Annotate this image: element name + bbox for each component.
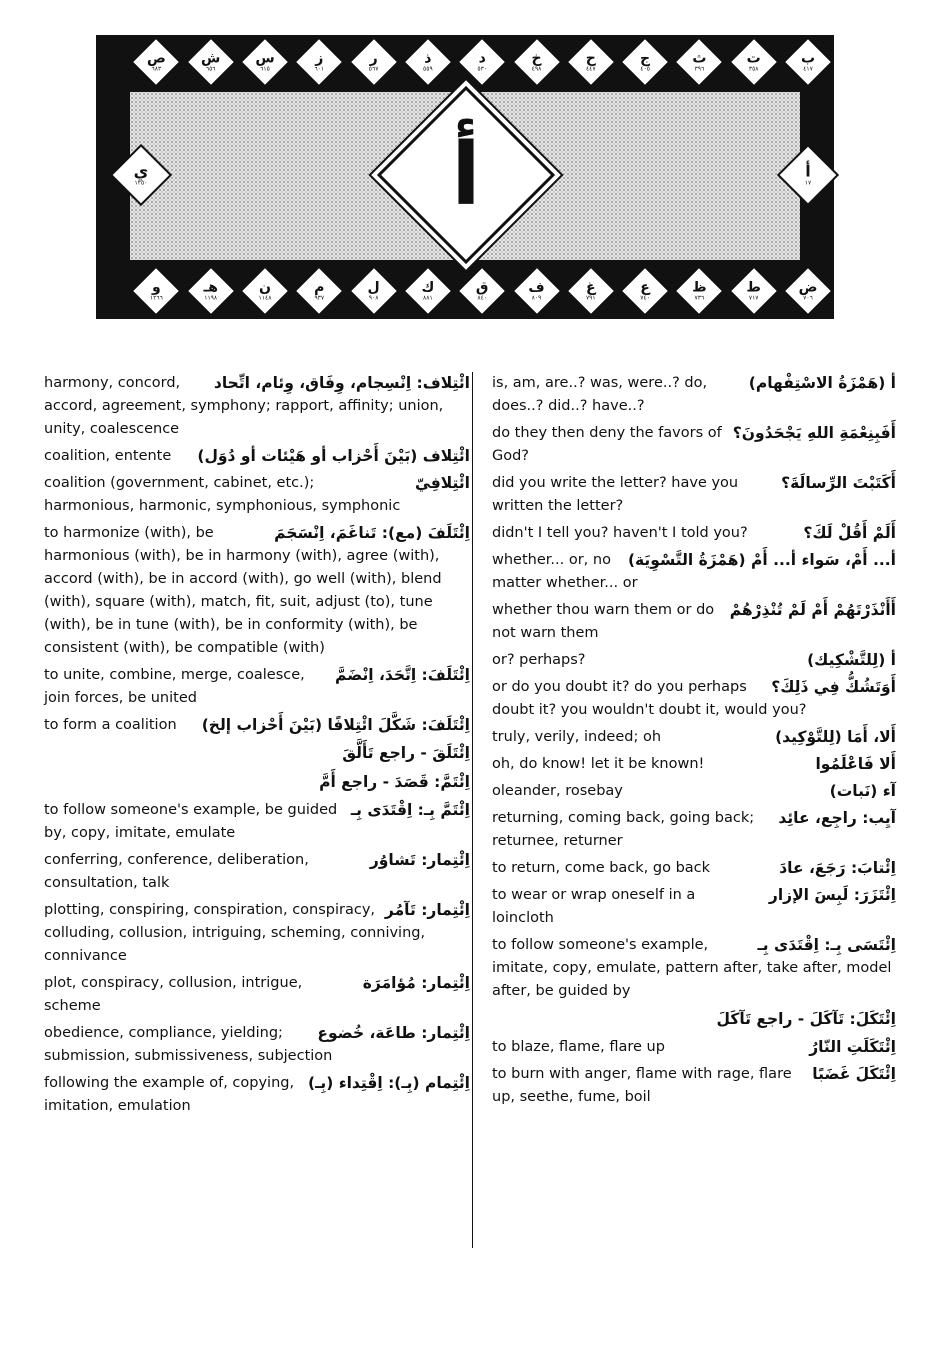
letter-tile-bottom[interactable] — [194, 281, 228, 302]
dictionary-entry — [44, 445, 470, 468]
tile-page: ٥٦٧ — [368, 65, 379, 73]
english-definition: coalition (government, cabinet, etc.); harmonious, harmonic, symphonious, symphonic — [44, 475, 401, 514]
arabic-headword: آء (نَبات) — [829, 782, 896, 800]
english-definition: is, am, are..? was, were..? do, does..? did..? have..? — [492, 375, 708, 414]
arabic-headword: ائْتِلاف: اِنْسِجام، وِفَاق، وِئام، اتِّحاد — [213, 374, 470, 392]
tile-page: ٥٣٠ — [477, 65, 488, 73]
letter-tile-right[interactable] — [791, 161, 825, 187]
tile-page: ٧٣٦ — [694, 294, 705, 302]
letter-tile-left[interactable] — [124, 161, 158, 187]
tile-page: ٧١٧ — [748, 294, 759, 302]
dictionary-entry — [492, 422, 896, 468]
letter-tile-bottom[interactable] — [682, 281, 716, 302]
dictionary-entry — [492, 472, 896, 518]
tile-letter: ل — [367, 279, 380, 296]
dictionary-entry — [492, 522, 896, 545]
tile-page: ٨٤٠ — [477, 294, 488, 302]
letter-tile-bottom[interactable] — [737, 281, 771, 302]
letter-tile-top[interactable] — [465, 52, 499, 73]
arabic-headword: اِئْتِمام (بِـ): اِقْتِداء (بِـ) — [308, 1074, 470, 1092]
arabic-headword: أ (هَمْزَةُ الاسْتِفْهام) — [748, 374, 896, 392]
tile-letter: ف — [528, 279, 545, 296]
dictionary-entry — [44, 972, 470, 1018]
dictionary-entry — [44, 714, 470, 737]
arabic-headword: أَكَتَبْتَ الرِّسالَةَ؟ — [781, 474, 896, 492]
tile-letter: ث — [692, 50, 707, 67]
tile-page: ٣٥٨ — [748, 65, 759, 73]
tile-page: ٦١٥ — [260, 65, 270, 73]
right-column — [492, 372, 896, 1113]
tile-page: ١٧ — [804, 179, 812, 187]
tile-page: ٦٥٦ — [205, 65, 216, 73]
dictionary-entry — [492, 676, 896, 722]
english-definition: to follow someone's example, be guided by, copy, imitate, emulate — [44, 802, 338, 841]
english-definition: oleander, rosebay — [492, 783, 623, 799]
dictionary-entry — [492, 884, 896, 930]
arabic-headword: أ (لِلتَّشْكِيك) — [807, 651, 896, 669]
tile-page: ٤٠٥ — [640, 65, 650, 73]
tile-letter: ت — [746, 50, 761, 67]
arabic-headword: أَلا فَاعْلَمُوا — [815, 755, 896, 773]
tile-page: ١٢٦٦ — [149, 294, 163, 302]
tile-page: ٨٨١ — [423, 294, 433, 302]
arabic-headword: اِئْتابَ: رَجَعَ، عادَ — [779, 859, 896, 877]
tile-page: ٤٤٧ — [585, 65, 596, 73]
tile-page: ٩٠٨ — [368, 294, 379, 302]
dictionary-entry — [44, 472, 470, 518]
letter-tile-top[interactable] — [194, 52, 228, 73]
letter-tile-bottom[interactable] — [139, 281, 173, 302]
tile-page: ٧٩١ — [585, 294, 596, 302]
tile-page: ٧٠٦ — [803, 294, 813, 302]
tile-page: ٦٠١ — [314, 65, 325, 73]
arabic-headword: أَفَبِنِعْمَةِ اللهِ يَجْحَدُونَ؟ — [732, 424, 896, 442]
dictionary-entry — [492, 934, 896, 1003]
english-definition: plot, conspiracy, collusion, intrigue, scheme — [44, 975, 303, 1014]
english-definition: did you write the letter? have you written the letter? — [492, 475, 739, 514]
tile-letter: هـ — [203, 279, 218, 296]
tile-letter: ح — [585, 50, 596, 67]
tile-letter: خ — [531, 50, 542, 67]
tile-letter: ع — [640, 279, 650, 296]
letter-tile-bottom[interactable] — [302, 281, 336, 302]
alphabet-index-banner — [96, 35, 834, 319]
tile-page: ٤٩٨ — [531, 65, 542, 73]
dictionary-entry — [492, 780, 896, 803]
letter-tile-top[interactable] — [248, 52, 282, 73]
arabic-headword: ائْتِلافِيّ — [414, 474, 470, 492]
english-definition: oh, do know! let it be known! — [492, 756, 705, 772]
letter-tile-bottom[interactable] — [411, 281, 445, 302]
column-divider — [472, 372, 473, 1248]
arabic-headword: آيِب: راجِع، عائِد — [778, 809, 896, 827]
letter-tile-top[interactable] — [628, 52, 662, 73]
english-definition: to burn with anger, flame with rage, flare up, seethe, fume, boil — [492, 1066, 792, 1105]
english-definition: returning, coming back, going back; returnee, returner — [492, 810, 755, 849]
dictionary-entry — [492, 1063, 896, 1109]
letter-tile-bottom[interactable] — [465, 281, 499, 302]
current-letter: أ — [451, 125, 481, 225]
tile-page: ٧٤٠ — [640, 294, 650, 302]
english-definition: truly, verily, indeed; oh — [492, 729, 662, 745]
tile-letter: ز — [315, 50, 324, 67]
english-definition: do they then deny the favors of God? — [492, 425, 722, 464]
tile-letter: أ — [805, 161, 811, 181]
letter-tile-top[interactable] — [737, 52, 771, 73]
dictionary-entry — [44, 522, 470, 660]
tile-letter: د — [478, 50, 486, 67]
tile-page: ١٢٥٠ — [134, 179, 148, 187]
arabic-headword: اِئْتَمَّ بِـ: اِقْتَدَى بِـ — [350, 801, 470, 819]
arabic-headword: اِئْتِمار: طاعَة، خُضوع — [317, 1024, 470, 1042]
tile-letter: م — [314, 279, 325, 296]
tile-letter: ب — [800, 50, 816, 67]
cross-reference: اِئْتَكَلَ: تَآكَلَ - راجع تَآكَلَ — [716, 1010, 896, 1028]
tile-letter: ذ — [424, 50, 432, 67]
arabic-headword: أ... أَمْ، سَواء أ... أَمْ (هَمْزَةُ التَّسْوِيَة) — [627, 551, 896, 569]
english-definition: whether... or, no matter whether... or — [492, 552, 638, 591]
tile-page: ٤١٧ — [803, 65, 813, 73]
english-definition: to unite, combine, merge, coalesce, join forces, be united — [44, 667, 305, 706]
dictionary-entry — [44, 664, 470, 710]
dictionary-entry — [492, 857, 896, 880]
tile-letter: ج — [640, 50, 651, 67]
tile-letter: غ — [586, 279, 596, 296]
dictionary-entry — [44, 372, 470, 441]
letter-tile-top[interactable] — [791, 52, 825, 73]
letter-tile-top[interactable] — [520, 52, 554, 73]
english-definition: to form a coalition — [44, 717, 177, 733]
cross-reference: اِئْتَمَّ: قَصَدَ - راجع أَمَّ — [319, 773, 470, 791]
left-column — [44, 372, 470, 1122]
arabic-headword: أَلا، أَمَا (لِلتَّوْكِيد) — [775, 728, 896, 746]
tile-letter: و — [152, 279, 161, 296]
arabic-headword: اِئْتَكَلَتِ النّارُ — [809, 1038, 896, 1056]
english-definition: plotting, conspiring, conspiration, conspiracy, colluding, collusion, intriguing, scheming, conniving, connivance — [44, 902, 426, 964]
arabic-headword: اِئْتِمار: مُؤامَرَة — [362, 974, 470, 992]
tile-letter: ص — [146, 50, 166, 67]
tile-letter: ن — [259, 279, 271, 296]
dictionary-entry — [44, 1072, 470, 1118]
english-definition: or? perhaps? — [492, 652, 586, 668]
letter-tile-top[interactable] — [302, 52, 336, 73]
tile-letter: س — [255, 50, 275, 67]
dictionary-entry — [492, 599, 896, 645]
english-definition: harmony, concord, accord, agreement, symphony; rapport, affinity; union, unity, coalescence — [44, 375, 444, 437]
english-definition: didn't I tell you? haven't I told you? — [492, 525, 748, 541]
dictionary-entry — [492, 649, 896, 672]
dictionary-entry — [492, 753, 896, 776]
tile-page: ١١٤٨ — [258, 294, 272, 302]
letter-tile-bottom[interactable] — [628, 281, 662, 302]
arabic-headword: اِئْتَلَفَ: شَكَّلَ ائْتِلافًا (بَيْنَ أَحْزاب إلخ) — [201, 716, 470, 734]
tile-page: ٩٣٧ — [314, 294, 325, 302]
dictionary-entry — [492, 549, 896, 595]
tile-letter: ش — [201, 50, 221, 67]
arabic-headword: اِئْتَلَفَ: اِتَّحَدَ، اِنْضَمَّ — [335, 666, 470, 684]
tile-letter: ر — [369, 50, 378, 67]
tile-letter: ض — [798, 279, 818, 296]
tile-letter: ق — [475, 279, 489, 296]
letter-tile-bottom[interactable] — [791, 281, 825, 302]
english-definition: to follow someone's example, imitate, copy, emulate, pattern after, take after, model after, be guided by — [492, 937, 892, 999]
arabic-headword: أَلَمْ أَقُلْ لَكَ؟ — [803, 524, 896, 542]
letter-tile-top[interactable] — [682, 52, 716, 73]
cross-reference: اِئْتَلَقَ - راجع تَأَلَّقَ — [342, 744, 470, 762]
arabic-headword: أَوَتَشُكُّ فِي ذَلِكَ؟ — [771, 678, 896, 696]
dictionary-entry — [492, 372, 896, 418]
tile-page: ٦٨٣ — [151, 65, 162, 73]
dictionary-entry — [492, 1036, 896, 1059]
english-definition: to return, come back, go back — [492, 860, 711, 876]
arabic-headword: اِئْتَزَرَ: لَبِسَ الإزار — [768, 886, 896, 904]
tile-letter: ي — [133, 161, 149, 181]
tile-page: ١١٩٨ — [204, 294, 218, 302]
arabic-headword: ائْتِلاف (بَيْنَ أَحْزاب أو هَيْئات أو دُوَل) — [197, 447, 470, 465]
arabic-headword: اِئْتَلَفَ (مع): تَناغَمَ، اِنْسَجَمَ — [274, 524, 470, 542]
english-definition: to harmonize (with), be harmonious (with), be in harmony (with), agree (with), accord (with), be in accord (with), go well (with), blend (with), square (with), match, fit, suit, adjust (to), tune (with), be in tune (with), be in conformity (with), be consistent (with), be compatible (with) — [44, 525, 442, 656]
tile-letter: ط — [746, 279, 761, 296]
english-definition: or do you doubt it? do you perhaps doubt it? you wouldn't doubt it, would you? — [492, 679, 807, 718]
letter-tile-bottom[interactable] — [574, 281, 608, 302]
dictionary-entry — [492, 726, 896, 749]
dictionary-entry — [44, 899, 470, 968]
dictionary-entry — [492, 807, 896, 853]
tile-letter: ك — [421, 279, 435, 296]
english-definition: obedience, compliance, yielding; submission, submissiveness, subjection — [44, 1025, 333, 1064]
dictionary-entry — [44, 1022, 470, 1068]
english-definition: following the example of, copying, imitation, emulation — [44, 1075, 295, 1114]
dictionary-entry — [44, 799, 470, 845]
letter-tile-top[interactable] — [357, 52, 391, 73]
letter-tile-top[interactable] — [574, 52, 608, 73]
dictionary-entry — [44, 849, 470, 895]
tile-letter: ظ — [692, 279, 707, 296]
english-definition: coalition, entente — [44, 448, 172, 464]
english-definition: whether thou warn them or do not warn them — [492, 602, 715, 641]
letter-tile-top[interactable] — [411, 52, 445, 73]
arabic-headword: اِئْتِمار: تَشاوُر — [369, 851, 470, 869]
tile-page: ٨٠٩ — [531, 294, 542, 302]
arabic-headword: أَأَنْذَرْتَهُمْ أَمْ لَمْ تُنْذِرْهُمْ — [729, 601, 896, 619]
arabic-headword: اِئْتِمار: تَآمُر — [384, 901, 470, 919]
letter-tile-bottom[interactable] — [248, 281, 282, 302]
english-definition: to wear or wrap oneself in a loincloth — [492, 887, 696, 926]
english-definition: to blaze, flame, flare up — [492, 1039, 665, 1055]
letter-tile-bottom[interactable] — [357, 281, 391, 302]
tile-page: ٣٩٦ — [694, 65, 705, 73]
english-definition: conferring, conference, deliberation, consultation, talk — [44, 852, 309, 891]
letter-tile-top[interactable] — [139, 52, 173, 73]
tile-page: ٥٥٩ — [423, 65, 433, 73]
arabic-headword: اِئْتَسَى بِـ: اِقْتَدَى بِـ — [757, 936, 896, 954]
letter-tile-bottom[interactable] — [520, 281, 554, 302]
arabic-headword: اِئْتَكَلَ غَضَبًا — [812, 1065, 896, 1083]
